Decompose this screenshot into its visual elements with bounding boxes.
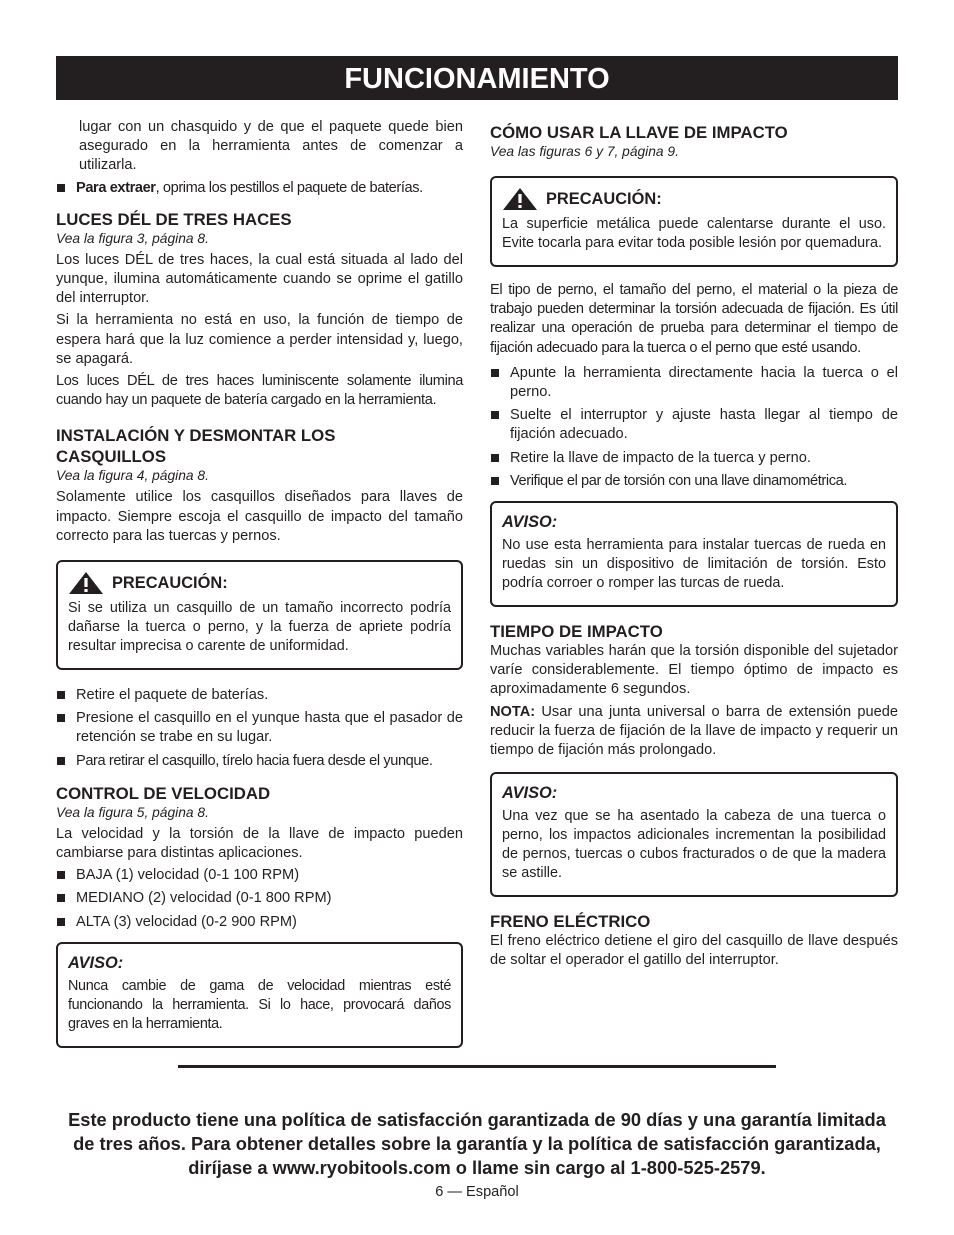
footer-divider bbox=[178, 1065, 776, 1068]
ref-luces: Vea la figura 3, página 8. bbox=[56, 230, 209, 246]
caution-label: PRECAUCIÓN: bbox=[112, 574, 228, 593]
caution-box-1 bbox=[56, 560, 463, 670]
caution-label: PRECAUCIÓN: bbox=[546, 190, 662, 208]
list-item: MEDIANO (2) velocidad (0-1 800 RPM) bbox=[56, 889, 463, 908]
caution-text: La superficie metálica puede calentarse durante el uso. Evite tocarla para evitar toda posible lesión por quemadura. bbox=[502, 216, 886, 251]
warning-triangle-icon bbox=[502, 187, 538, 211]
paragraph: El freno eléctrico detiene el giro del casquillo de llave después de soltar el operador el gatillo del interruptor. bbox=[490, 933, 898, 969]
right-column bbox=[490, 118, 898, 974]
paragraph: Los luces DÉL de tres haces, la cual está situada al lado del yunque, ilumina automáticamente cuando se oprime el gatillo del interruptor. bbox=[56, 251, 463, 307]
warning-triangle-icon bbox=[68, 571, 104, 595]
intro-continuation: lugar con un chasquido y de que el paquete quede bien asegurado en la herramienta antes de comenzar a utilizarla. bbox=[79, 119, 463, 174]
section-title: FUNCIONAMIENTO bbox=[56, 56, 898, 100]
heading-casquillos-l1: INSTALACIÓN Y DESMONTAR LOS bbox=[56, 426, 336, 446]
paragraph: Los luces DÉL de tres haces luminiscente solamente ilumina cuando hay un paquete de batería cargado en la herramienta. bbox=[56, 373, 463, 409]
notice-text: Una vez que se ha asentado la cabeza de una tuerca o perno, los impactos adicionales incrementan la posibilidad de pernos, tuercas o cubos fracturados o de que la madera se astille. bbox=[502, 808, 886, 882]
heading-freno: FRENO ELÉCTRICO bbox=[490, 912, 651, 932]
notice-header bbox=[502, 783, 886, 803]
note-label: NOTA: bbox=[490, 703, 536, 720]
list-item: Verifique el par de torsión con una llave dinamométrica. bbox=[490, 472, 898, 491]
speed-list bbox=[56, 866, 463, 932]
list-item: Apunte la herramienta directamente hacia la tuerca o el perno. bbox=[490, 364, 898, 402]
remove-bold: Para extraer bbox=[76, 179, 156, 196]
warranty-note: Este producto tiene una política de satisfacción garantizada de 90 días y una garantía limitada de tres años. Para obtener detalles sobre la garantía y la política de satisfacción garantizada, diríjase a www.ryobitools.com o llame sin cargo al 1-800-525-2579. bbox=[68, 1109, 886, 1178]
paragraph: Muchas variables harán que la torsión disponible del sujetador varíe considerablemente. El tiempo óptimo de impacto es aproximadamente 6 segundos. bbox=[490, 643, 898, 698]
list-item: Retire la llave de impacto de la tuerca y perno. bbox=[490, 449, 898, 468]
paragraph: Si la herramienta no está en uso, la función de tiempo de espera hará que la luz comience a perder intensidad y, luego, se apagará. bbox=[56, 312, 463, 367]
paragraph: El tipo de perno, el tamaño del perno, el material o la pieza de trabajo pueden determinar la torsión adecuada de fijación. Es útil realizar una operación de prueba para determinar el tiempo de fijación adecuado para la tuerca o el perno que esté usando. bbox=[490, 282, 898, 356]
impact-steps bbox=[490, 364, 898, 491]
heading-luces: LUCES DÉL DE TRES HACES bbox=[56, 209, 292, 229]
list-item: Para retirar el casquillo, tírelo hacia fuera desde el yunque. bbox=[56, 752, 463, 771]
left-column bbox=[56, 118, 463, 1062]
notice-label: AVISO: bbox=[68, 953, 124, 972]
socket-steps bbox=[56, 686, 463, 771]
notice-box-2 bbox=[490, 501, 898, 607]
caution-header bbox=[68, 571, 451, 595]
remove-rest: , oprima los pestillos el paquete de baterías. bbox=[155, 179, 423, 196]
ref-casquillos: Vea la figura 4, página 8. bbox=[56, 468, 209, 484]
note-paragraph bbox=[490, 703, 898, 761]
list-item bbox=[56, 179, 463, 198]
notice-header bbox=[68, 953, 451, 973]
list-item: Presione el casquillo en el yunque hasta que el pasador de retención se trabe en su lugar. bbox=[56, 709, 463, 747]
list-item: Retire el paquete de baterías. bbox=[56, 686, 463, 705]
heading-tiempo: TIEMPO DE IMPACTO bbox=[490, 622, 663, 642]
remove-list bbox=[56, 179, 463, 198]
notice-box-1 bbox=[56, 942, 463, 1048]
caution-box-2 bbox=[490, 176, 898, 267]
heading-velocidad: CONTROL DE VELOCIDAD bbox=[56, 783, 271, 803]
notice-text: Nunca cambie de gama de velocidad mientras esté funcionando la herramienta. Si lo hace, provocará daños graves en la herramienta. bbox=[68, 977, 451, 1032]
list-item: BAJA (1) velocidad (0-1 100 RPM) bbox=[56, 866, 463, 885]
ref-velocidad: Vea la figura 5, página 8. bbox=[56, 804, 209, 820]
ref-como: Vea las figuras 6 y 7, página 9. bbox=[490, 144, 679, 159]
page-number: 6 — Español bbox=[435, 1184, 519, 1200]
heading-como: CÓMO USAR LA LLAVE DE IMPACTO bbox=[490, 123, 788, 142]
list-item: ALTA (3) velocidad (0-2 900 RPM) bbox=[56, 913, 463, 932]
notice-text: No use esta herramienta para instalar tuercas de rueda en ruedas sin un dispositivo de limitación de torsión. Esto podría corroer o romper las turcas de rueda. bbox=[502, 537, 886, 592]
list-item: Suelte el interruptor y ajuste hasta llegar al tiempo de fijación adecuado. bbox=[490, 406, 898, 444]
notice-label: AVISO: bbox=[502, 784, 558, 803]
notice-box-3 bbox=[490, 772, 898, 897]
paragraph: La velocidad y la torsión de la llave de impacto pueden cambiarse para distintas aplicaciones. bbox=[56, 825, 463, 862]
caution-text: Si se utiliza un casquillo de un tamaño incorrecto podría dañarse la tuerca o perno, y la fuerza de apriete podría resultar imprecisa o carente de uniformidad. bbox=[68, 600, 451, 655]
caution-header bbox=[502, 187, 886, 211]
notice-label: AVISO: bbox=[502, 513, 558, 532]
heading-casquillos-l2: CASQUILLOS bbox=[56, 447, 167, 467]
notice-header bbox=[502, 512, 886, 532]
paragraph: Solamente utilice los casquillos diseñados para llaves de impacto. Siempre escoja el casquillo de impacto del tamaño correcto para las tuercas y pernos. bbox=[56, 489, 463, 544]
heading-casquillos bbox=[56, 425, 463, 467]
note-text: Usar una junta universal o barra de extensión puede reducir la fuerza de fijación de la llave de impacto y requerir un tiempo de fijación más prolongado. bbox=[490, 703, 898, 759]
